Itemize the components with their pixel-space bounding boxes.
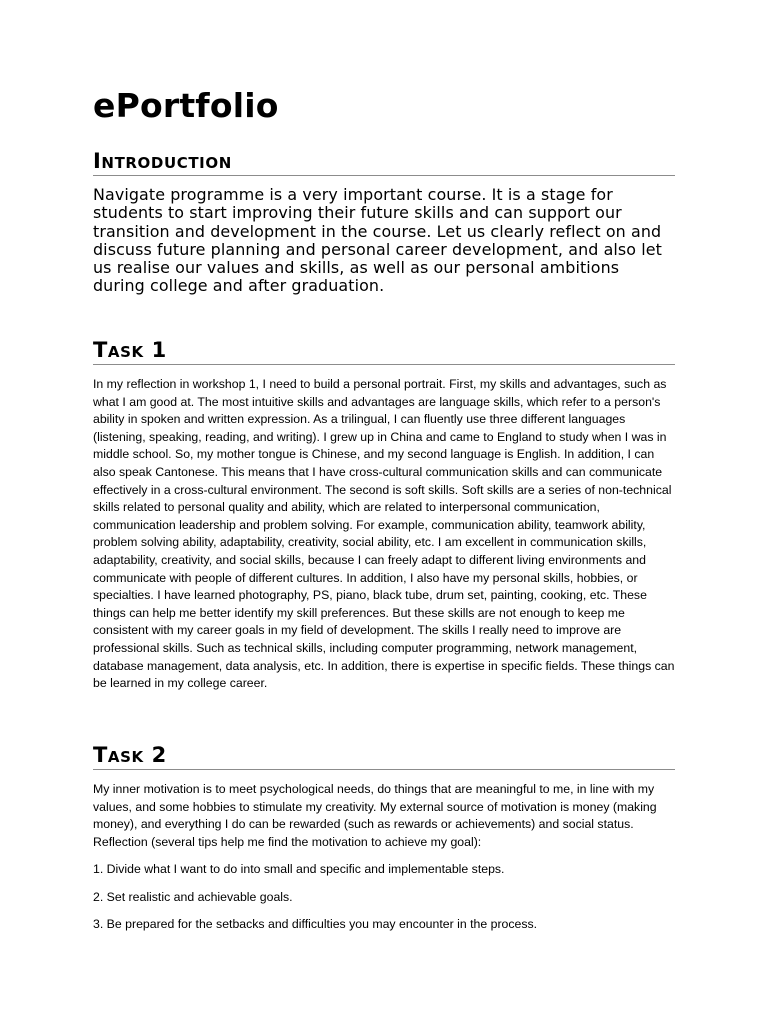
task-2-list-item: 2. Set realistic and achievable goals. [93, 890, 293, 904]
task-2-list-item: 3. Be prepared for the setbacks and difficulties you may encounter in the process. [93, 917, 538, 931]
section-heading-task-1: Task 1 [93, 337, 675, 365]
document-title: ePortfolio [93, 86, 279, 125]
task-2-paragraph: My inner motivation is to meet psychological needs, do things that are meaningful to me, in line with my values, and some hobbies to stimulate my creativity. My external source of motivation is money (making money), and everything I do can be rewarded (such as rewards or achievements) and social status. Reflection (several tips help me find the motivation to achieve my goal): [93, 782, 657, 849]
task-1-paragraph: In my reflection in workshop 1, I need to build a personal portrait. First, my skills and advantages, such as what I am good at. The most intuitive skills and advantages are language skills, which refer to a person's ability in spoken and written expression. As a trilingual, I can fluently use three different languages (listening, speaking, reading, and writing). I grew up in China and came to England to study when I was in middle school. So, my mother tongue is Chinese, and my second language is English. In addition, I can also speak Cantonese. This means that I have cross-cultural communication skills and can communicate effectively in a cross-cultural environment. The second is soft skills. Soft skills are a series of non-technical skills related to personal quality and ability, which are related to interpersonal communication, communication leadership and problem solving. For example, communication ability, teamwork ability, problem solving ability, adaptability, creativity, social ability, etc. I am excellent in communication skills, adaptability, creativity, and social skills, because I can freely adapt to different living environments and communicate with people of different cultures. In addition, I also have my personal skills, hobbies, or specialties. I have learned photography, PS, piano, black tube, drum set, painting, cooking, etc. These things can help me better identify my skill preferences. But these skills are not enough to keep me consistent with my career goals in my field of development. The skills I really need to improve are professional skills. Such as technical skills, including computer programming, network management, database management, data analysis, etc. In addition, there is expertise in specific fields. These things can be learned in my college career. [93, 377, 675, 691]
introduction-paragraph: Navigate programme is a very important course. It is a stage for students to start improving their future skills and can support our transition and development in the course. Let us clearly reflect on and discuss future planning and personal career development, and also let us realise our values and skills, as well as our personal ambitions during college and after graduation. [93, 185, 662, 296]
section-heading-introduction: Introduction [93, 148, 675, 176]
section-heading-task-2: Task 2 [93, 742, 675, 770]
task-2-list-item: 1. Divide what I want to do into small and specific and implementable steps. [93, 862, 505, 876]
